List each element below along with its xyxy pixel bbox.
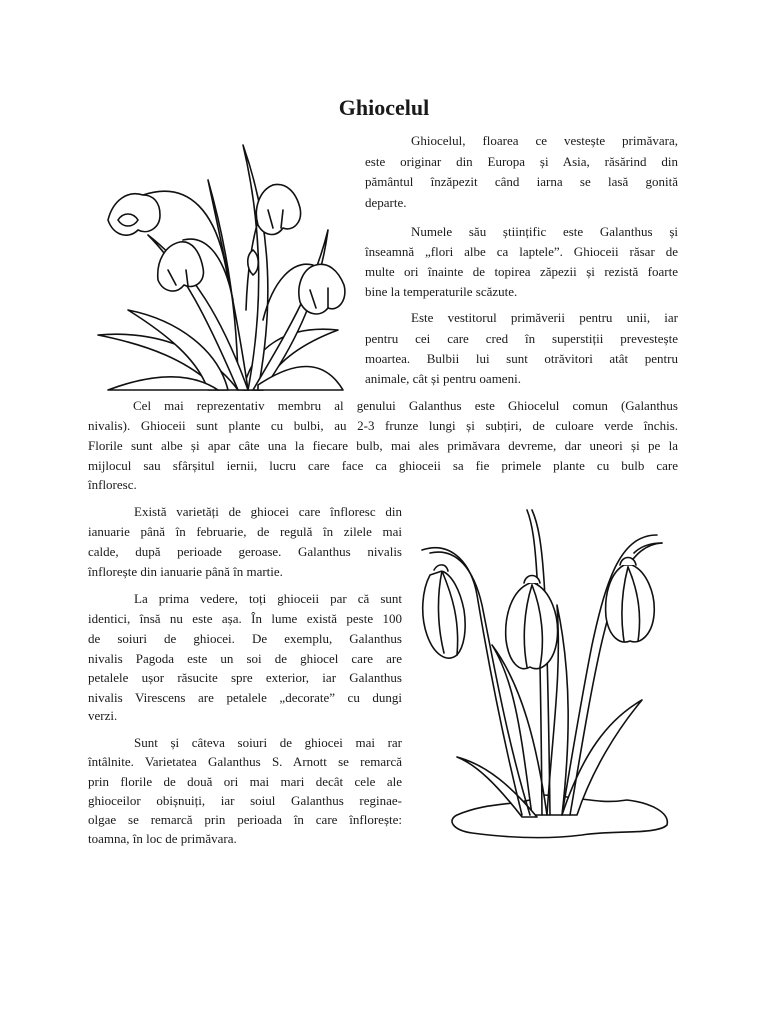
text-line: Numele său științific este Galanthus și: [411, 224, 678, 239]
text-line: pentru cei care cred în superstiții prevestește: [365, 331, 678, 346]
snowdrop-three-flowers-icon: [412, 495, 682, 850]
text-line: înseamnă „flori albe ca laptele”. Ghioceii răsar de: [365, 244, 678, 259]
text-line: înflorește din ianuarie până în martie.: [88, 564, 283, 579]
text-line: de soiuri de ghiocei. De exemplu, Galanthus: [88, 631, 402, 646]
text-line: Cel mai reprezentativ membru al genului Galanthus este Ghiocelul comun (Galanthus: [133, 398, 678, 413]
text-line: La prima vedere, toți ghioceii par că sunt: [134, 591, 402, 606]
text-line: identici, însă nu este așa. În lume există peste 100: [88, 611, 402, 626]
text-line: calde, după perioade geroase. Galanthus nivalis: [88, 544, 402, 559]
text-line: întâlnite. Varietatea Galanthus S. Arnott se remarcă: [88, 754, 402, 769]
text-line: departe.: [365, 195, 407, 210]
text-line: Există varietăți de ghiocei care înfloresc din: [134, 504, 402, 519]
text-line: este originar din Europa și Asia, răsărind din: [365, 154, 678, 169]
text-line: multe ori înainte de topirea zăpezii și rezistă foarte: [365, 264, 678, 279]
text-line: nivalis). Ghioceii sunt plante cu bulbi, au 2-3 frunze lungi și subțiri, de culoare verde închis.: [88, 418, 678, 433]
text-line: verzi.: [88, 708, 118, 723]
text-line: olgae se remarcă prin perioada în care înflorește:: [88, 812, 402, 827]
text-line: înfloresc.: [88, 477, 137, 492]
text-line: ianuarie până în februarie, de regulă în zilele mai: [88, 524, 402, 539]
snowdrop-cluster-icon: [88, 140, 353, 395]
page-title: Ghiocelul: [338, 95, 430, 120]
text-line: mijlocul sau sfârșitul iernii, lucru care face ca ghioceii sa fie primele plante cu bulb care: [88, 458, 678, 473]
text-line: moartea. Bulbii lui sunt otrăvitori atât pentru: [365, 351, 678, 366]
text-line: Sunt și câteva soiuri de ghiocei mai rar: [134, 735, 402, 750]
text-line: toamna, în loc de primăvara.: [88, 831, 237, 846]
text-line: nivalis Virescens are petalele „decorate” cu dungi: [88, 690, 402, 705]
text-line: nivalis Pagoda este un soi de ghiocel care are: [88, 651, 402, 666]
text-line: ghioceilor obișnuiți, iar soiul Galanthus reginae-: [88, 793, 402, 808]
text-line: Ghiocelul, floarea ce vestește primăvara,: [411, 133, 678, 148]
text-line: pământul înzăpezit când iarna se lasă gonită: [365, 174, 678, 189]
text-line: petalele ușor răsucite spre exterior, iar Galanthus: [88, 670, 402, 685]
text-line: prin florile de două ori mai mari decât cele ale: [88, 774, 402, 789]
text-line: bine la temperaturile scăzute.: [365, 284, 518, 299]
text-line: animale, cât și pentru oameni.: [365, 371, 521, 386]
text-line: Florile sunt albe și apar câte una la fiecare bulb, mai ales primăvara devreme, dar uneori și pe la: [88, 438, 678, 453]
text-line: Este vestitorul primăverii pentru unii, iar: [411, 310, 678, 325]
